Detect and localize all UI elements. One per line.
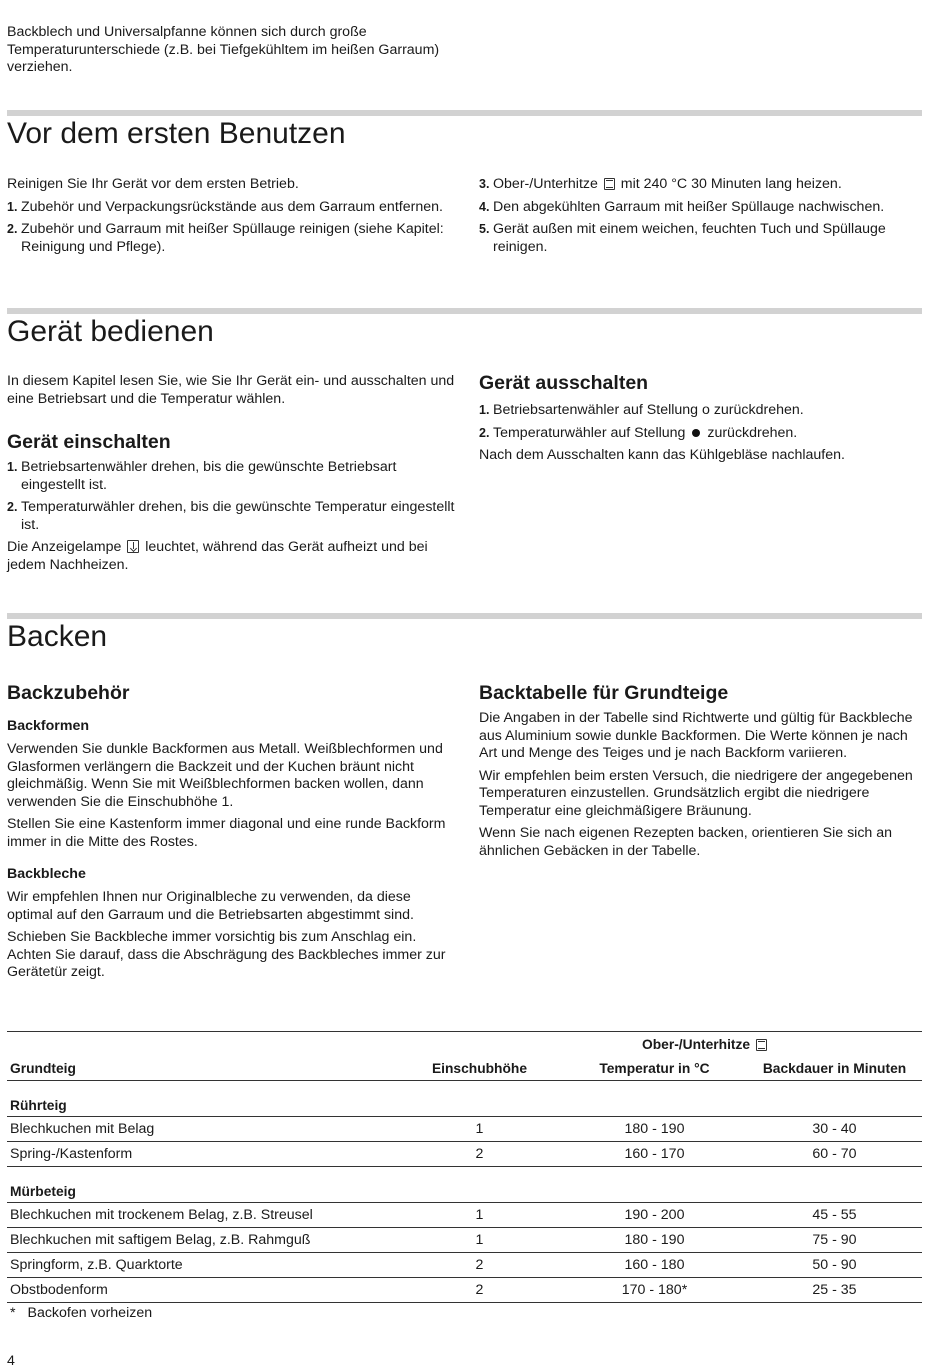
section-title-backen: Backen: [7, 620, 108, 653]
table-cell: 1: [397, 1228, 562, 1253]
table-header-cell: Backdauer in Minuten: [747, 1056, 922, 1081]
list-item: [7, 459, 457, 494]
step-number: 2.: [7, 500, 18, 514]
table-group-label: Mürbeteig: [7, 1167, 922, 1203]
list-item: [479, 199, 924, 217]
table-cell: 180 - 190: [562, 1228, 747, 1253]
page-number: 4: [7, 1353, 15, 1369]
table-cell: 2: [397, 1142, 562, 1167]
table-group-label: Rührteig: [7, 1081, 922, 1117]
bedienen-right-column: [479, 371, 924, 465]
section-rule: [7, 110, 922, 116]
subheading-backzubehoer: Backzubehör: [7, 682, 130, 704]
step-number: 1.: [7, 460, 18, 474]
section-rule: [7, 308, 922, 314]
table-cell: Blechkuchen mit trockenem Belag, z.B. Streusel: [7, 1203, 397, 1228]
table-cell: 30 - 40: [747, 1117, 922, 1142]
table-cell: Springform, z.B. Quarktorte: [7, 1253, 397, 1278]
step-number: 2.: [7, 222, 18, 236]
step-text: Den abgekühlten Garraum mit heißer Spüllauge nachwischen.: [493, 198, 885, 215]
backtabelle-paragraph: Wir empfehlen beim ersten Versuch, die niedrigere der angegebenen Temperaturen einzustellen. Grundsätzlich ergibt die niedrigere Temperatur eine gleichmäßigere Bräunung.: [479, 767, 913, 819]
table-header-cell: Grundteig: [7, 1056, 397, 1081]
section-title-vor-dem-ersten-benutzen: Vor dem ersten Benutzen: [7, 117, 346, 150]
table-cell: Spring-/Kastenform: [7, 1142, 397, 1167]
step-text: Zubehör und Garraum mit heißer Spüllauge reinigen (siehe Kapitel: Reinigung und Pflege).: [21, 221, 444, 255]
super-header-label: Ober-/Unterhitze: [642, 1036, 751, 1052]
step-text: mit 240 °C 30 Minuten lang heizen.: [620, 176, 842, 192]
step-text: Betriebsartenwähler drehen, bis die gewünschte Betriebsart eingestellt ist.: [21, 459, 397, 493]
intro-paragraph: Backblech und Universalpfanne können sich durch große Temperaturunterschiede (z.B. bei Tiefgekühltem im heißen Garraum) verziehen.: [7, 24, 440, 75]
table-cell: 1: [397, 1203, 562, 1228]
section-rule: [7, 613, 922, 619]
backbleche-paragraph: Wir empfehlen Ihnen nur Originalbleche zu verwenden, da diese optimal auf den Garraum und die Betriebsarten abgestimmt sind.: [7, 889, 414, 923]
table-group-row: [7, 1081, 922, 1117]
table-cell: 2: [397, 1253, 562, 1278]
bedienen-lead: In diesem Kapitel lesen Sie, wie Sie Ihr Gerät ein- und ausschalten und eine Betriebsart und die Temperatur wählen.: [7, 373, 455, 407]
table-row: [7, 1117, 922, 1142]
table-row: [7, 1278, 922, 1303]
table-header-cell: Einschubhöhe: [397, 1056, 562, 1081]
table-cell: Blechkuchen mit saftigem Belag, z.B. Rahmguß: [7, 1228, 397, 1253]
table-cell: 45 - 55: [747, 1203, 922, 1228]
step-text: zurückdrehen.: [707, 424, 798, 441]
step-text: Zubehör und Verpackungsrückstände aus dem Garraum entfernen.: [21, 198, 443, 215]
list-item: [7, 499, 457, 534]
subheading-geraet-einschalten: Gerät einschalten: [7, 431, 171, 453]
table-row: [7, 1142, 922, 1167]
step-number: 3.: [479, 177, 490, 191]
backformen-paragraph: Verwenden Sie dunkle Backformen aus Metall. Weißblechformen und Glasformen verlängern die Backzeit und der Kuchen bräunt nicht gleichmäßig. Wenn Sie mit Weißblechformen backen wollen, dann verwenden Sie die Einschubhöhe 1.: [7, 741, 443, 810]
table-cell: 1: [397, 1117, 562, 1142]
table-cell: Obstbodenform: [7, 1278, 397, 1303]
list-item: [7, 221, 457, 256]
baking-table: [7, 1031, 922, 1303]
backzubehoer-column: [7, 681, 447, 982]
table-cell: 160 - 180: [562, 1253, 747, 1278]
step-number: 1.: [479, 403, 490, 417]
step-number: 1.: [7, 199, 18, 214]
table-cell: 160 - 170: [562, 1142, 747, 1167]
step-text: Ober-/Unterhitze: [493, 176, 598, 192]
footnote-text: Backofen vorheizen: [27, 1305, 153, 1321]
table-cell: 60 - 70: [747, 1142, 922, 1167]
list-item: [479, 402, 924, 420]
step-number: 4.: [479, 199, 490, 214]
list-item: [479, 221, 924, 256]
section-title-geraet-bedienen: Gerät bedienen: [7, 315, 214, 348]
vor-dem-ersten-right-column: [479, 176, 924, 256]
table-cell: 190 - 200: [562, 1203, 747, 1228]
backtabelle-paragraph: Die Angaben in der Tabelle sind Richtwerte und gültig für Backbleche aus Aluminium sowie dunkle Backformen. Die Werte können je nach Art und Menge des Teiges und je nach Backform variieren.: [479, 710, 913, 761]
table-row: [7, 1253, 922, 1278]
table-header-cell: [397, 1032, 562, 1057]
backtabelle-info-column: [479, 681, 924, 860]
subheading-backtabelle: Backtabelle für Grundteige: [479, 682, 729, 704]
list-item: [479, 176, 924, 194]
cooling-fan-note: Nach dem Ausschalten kann das Kühlgebläse nachlaufen.: [479, 447, 845, 463]
list-item: [479, 425, 924, 443]
step-text: Temperaturwähler drehen, bis die gewünschte Temperatur eingestellt ist.: [21, 499, 455, 533]
table-group-row: [7, 1167, 922, 1203]
vor-dem-ersten-left-column: [7, 176, 457, 256]
table-cell: 50 - 90: [747, 1253, 922, 1278]
bedienen-left-column: [7, 373, 457, 574]
backformen-paragraph: Stellen Sie eine Kastenform immer diagonal und eine runde Backform immer in die Mitte des Rostes.: [7, 816, 446, 850]
step-number: 2.: [479, 425, 490, 440]
table-header-cell: [7, 1032, 397, 1057]
table-cell: Blechkuchen mit Belag: [7, 1117, 397, 1142]
step-text: Gerät außen mit einem weichen, feuchten Tuch und Spüllauge reinigen.: [493, 221, 886, 255]
table-cell: 75 - 90: [747, 1228, 922, 1253]
off-dot-icon: [692, 429, 700, 437]
table-row: [7, 1228, 922, 1253]
heating-indicator-lamp-icon: [127, 540, 139, 553]
note-text: leuchtet, während das Gerät aufheizt und bei jedem Nachheizen.: [7, 539, 428, 573]
backbleche-paragraph: Schieben Sie Backbleche immer vorsichtig bis zum Anschlag ein. Achten Sie darauf, dass die Abschrägung des Backbleches immer zur Gerätetür zeigt.: [7, 929, 446, 980]
top-bottom-heat-icon: [756, 1039, 767, 1051]
step-text: Betriebsartenwähler auf Stellung o zurückdrehen.: [493, 402, 804, 418]
table-cell: 25 - 35: [747, 1278, 922, 1303]
table-cell: 180 - 190: [562, 1117, 747, 1142]
table-super-header-row: [7, 1032, 922, 1057]
table-cell: 170 - 180*: [562, 1278, 747, 1303]
table-super-header: [562, 1032, 922, 1057]
table-header-row: [7, 1056, 922, 1081]
subheading-geraet-ausschalten: Gerät ausschalten: [479, 372, 649, 394]
table-header-cell: Temperatur in °C: [562, 1056, 747, 1081]
footnote-mark: *: [10, 1305, 16, 1321]
subheading-backformen: Backformen: [7, 718, 90, 734]
subheading-backbleche: Backbleche: [7, 866, 86, 882]
backtabelle-paragraph: Wenn Sie nach eigenen Rezepten backen, orientieren Sie sich an ähnlichen Gebäcken in der Tabelle.: [479, 825, 893, 859]
table-footnote: [10, 1305, 152, 1323]
step-text: Temperaturwähler auf Stellung: [493, 424, 686, 441]
top-bottom-heat-icon: [604, 178, 615, 190]
step-number: 5.: [479, 222, 490, 236]
table-row: [7, 1203, 922, 1228]
indicator-lamp-note: [7, 539, 457, 574]
table-cell: 2: [397, 1278, 562, 1303]
list-item: [7, 199, 457, 217]
vor-dem-ersten-lead: Reinigen Sie Ihr Gerät vor dem ersten Betrieb.: [7, 176, 299, 192]
note-text: Die Anzeigelampe: [7, 539, 122, 555]
